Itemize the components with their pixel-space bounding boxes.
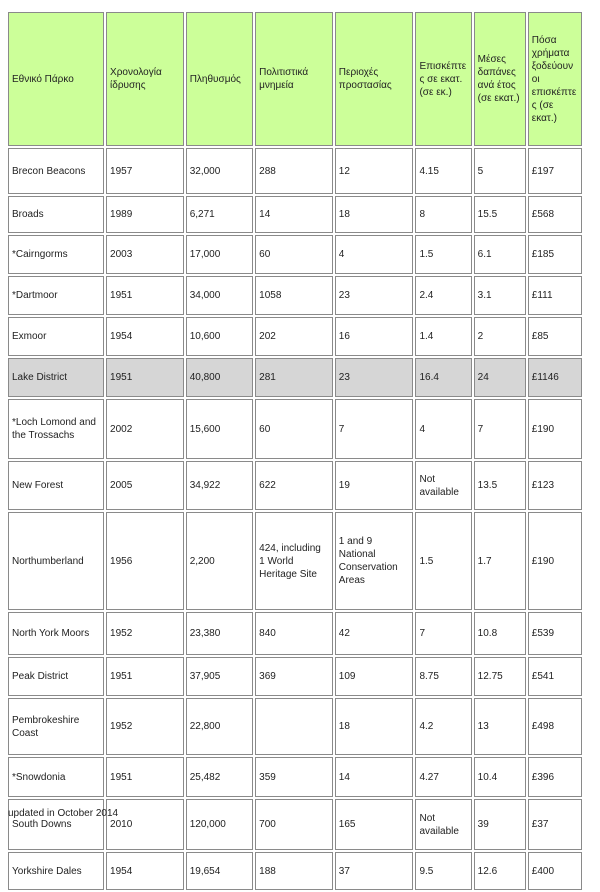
table-cell: 23,380 [186,612,253,655]
table-cell: 188 [255,852,333,890]
park-name-cell: *Snowdonia [8,757,104,797]
table-cell: 7 [474,399,526,459]
table-cell: 22,800 [186,698,253,755]
table-cell: 34,922 [186,461,253,510]
table-cell: 17,000 [186,235,253,274]
table-cell: 8 [415,196,471,233]
table-cell: 369 [255,657,333,696]
table-cell: 840 [255,612,333,655]
table-cell: 4.2 [415,698,471,755]
table-row [8,852,582,890]
table-cell: 4 [335,235,414,274]
table-cell: 622 [255,461,333,510]
table-cell [255,698,333,755]
table-cell: 16.4 [415,358,471,397]
table-cell: 4 [415,399,471,459]
table-row [8,657,582,696]
table-cell: 18 [335,698,414,755]
table-cell: £396 [528,757,582,797]
table-row [8,461,582,510]
table-cell: 1952 [106,612,184,655]
table-cell: 4.15 [415,148,471,194]
table-cell: 13 [474,698,526,755]
table-row [8,399,582,459]
park-name-cell: New Forest [8,461,104,510]
table-cell: 1951 [106,276,184,315]
table-cell: £197 [528,148,582,194]
table-cell: 37,905 [186,657,253,696]
park-name-cell: *Dartmoor [8,276,104,315]
table-cell: 60 [255,399,333,459]
table-cell: 10.8 [474,612,526,655]
table-cell: 7 [335,399,414,459]
column-header: Περιοχές προστασίας [335,12,414,146]
table-cell: 12.6 [474,852,526,890]
table-row [8,512,582,610]
table-row [8,148,582,194]
table-cell: 1951 [106,657,184,696]
table-cell: 2003 [106,235,184,274]
table-cell: 60 [255,235,333,274]
table-cell: 14 [255,196,333,233]
table-cell: 23 [335,276,414,315]
table-row [8,612,582,655]
column-header: Πολιτιστικά μνημεία [255,12,333,146]
table-cell: £400 [528,852,582,890]
table-cell: 1058 [255,276,333,315]
table-row [8,698,582,755]
table-cell: 2005 [106,461,184,510]
table-cell: 1957 [106,148,184,194]
table-cell: 1951 [106,757,184,797]
table-cell: £85 [528,317,582,356]
table-cell: 1951 [106,358,184,397]
table-cell: 359 [255,757,333,797]
column-header: Χρονολογία ίδρυσης [106,12,184,146]
table-header-row [8,12,582,146]
table-row [8,757,582,797]
table-row [8,799,582,850]
table-cell: 25,482 [186,757,253,797]
park-name-cell: Yorkshire Dales [8,852,104,890]
table-cell: 5 [474,148,526,194]
table-cell: 39 [474,799,526,850]
table-cell: 1.4 [415,317,471,356]
table-cell: 9.5 [415,852,471,890]
table-cell: 16 [335,317,414,356]
table-cell: 424, including 1 World Heritage Site [255,512,333,610]
table-cell: 12 [335,148,414,194]
table-cell: 165 [335,799,414,850]
table-cell: £190 [528,512,582,610]
table-cell: 12.75 [474,657,526,696]
table-row [8,358,582,397]
table-cell: 6,271 [186,196,253,233]
table-cell: £539 [528,612,582,655]
table-cell: £568 [528,196,582,233]
table-cell: 13.5 [474,461,526,510]
park-name-cell: South Downs [8,799,104,850]
park-name-cell: *Cairngorms [8,235,104,274]
park-name-cell: Exmoor [8,317,104,356]
table-row [8,235,582,274]
table-cell: 202 [255,317,333,356]
table-cell: 8.75 [415,657,471,696]
table-cell: 1952 [106,698,184,755]
column-header: Επισκέπτες σε εκατ. (σε εκ.) [415,12,471,146]
table-cell: 1.5 [415,235,471,274]
table-cell: 15.5 [474,196,526,233]
table-cell: 19 [335,461,414,510]
column-header: Πληθυσμός [186,12,253,146]
table-row [8,317,582,356]
park-name-cell: Pembrokeshire Coast [8,698,104,755]
table-cell: 34,000 [186,276,253,315]
table-cell: 32,000 [186,148,253,194]
park-name-cell: Lake District [8,358,104,397]
table-cell: £111 [528,276,582,315]
park-name-cell: Broads [8,196,104,233]
table-cell: 2,200 [186,512,253,610]
table-cell: 24 [474,358,526,397]
table-cell: Not available [415,799,471,850]
table-cell: 23 [335,358,414,397]
footnote: updated in October 2014 [8,808,119,819]
table-cell: 1954 [106,852,184,890]
park-name-cell: Brecon Beacons [8,148,104,194]
table-cell: 6.1 [474,235,526,274]
table-cell: 15,600 [186,399,253,459]
table-cell: £190 [528,399,582,459]
table-cell: 40,800 [186,358,253,397]
table-cell: 109 [335,657,414,696]
table-cell: 14 [335,757,414,797]
table-cell: 2010 [106,799,184,850]
column-header: Μέσες δαπάνες ανά έτος (σε εκατ.) [474,12,526,146]
column-header: Πόσα χρήματα ξοδεύουν οι επισκέπτες (σε εκατ.) [528,12,582,146]
park-name-cell: *Loch Lomond and the Trossachs [8,399,104,459]
national-parks-table [6,10,584,892]
table-row [8,196,582,233]
table-cell: £541 [528,657,582,696]
table-cell: 10,600 [186,317,253,356]
table-cell: 2.4 [415,276,471,315]
park-name-cell: North York Moors [8,612,104,655]
table-cell: 4.27 [415,757,471,797]
table-cell: £185 [528,235,582,274]
table-cell: 19,654 [186,852,253,890]
table-cell: 288 [255,148,333,194]
column-header: Εθνικό Πάρκο [8,12,104,146]
table-cell: 1.7 [474,512,526,610]
table-cell: 700 [255,799,333,850]
table-cell: 3.1 [474,276,526,315]
table-cell: 1.5 [415,512,471,610]
table-cell: 42 [335,612,414,655]
park-name-cell: Peak District [8,657,104,696]
table-cell: 1956 [106,512,184,610]
table-cell: 18 [335,196,414,233]
table-cell: £1146 [528,358,582,397]
table-cell: 1989 [106,196,184,233]
table-cell: 7 [415,612,471,655]
table-cell: £37 [528,799,582,850]
table-cell: 120,000 [186,799,253,850]
table-cell: 2 [474,317,526,356]
park-name-cell: Northumberland [8,512,104,610]
table-cell: Not available [415,461,471,510]
table-cell: 1954 [106,317,184,356]
table-cell: £498 [528,698,582,755]
table-cell: 281 [255,358,333,397]
table-cell: 37 [335,852,414,890]
table-cell: 2002 [106,399,184,459]
table-cell: 1 and 9 National Conservation Areas [335,512,414,610]
table-cell: 10.4 [474,757,526,797]
table-row [8,276,582,315]
table-cell: £123 [528,461,582,510]
